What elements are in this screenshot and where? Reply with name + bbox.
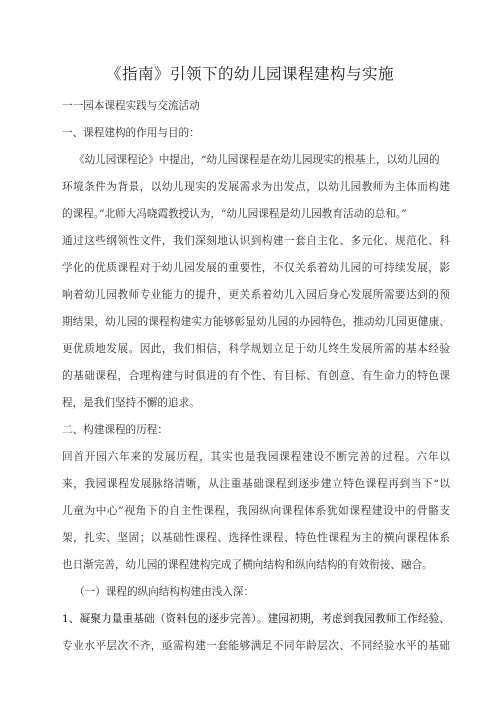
paragraph-line: 来，我园课程发展脉络清晰，从注重基础课程到逐步建立特色课程再到当下“以 [62, 478, 450, 490]
subtitle: 一一园本课程实践与交流活动 [62, 100, 200, 112]
paragraph-line: 专业水平层次不齐，亟需构建一套能够满足不同年龄层次、不同经验水平的基础 [62, 640, 450, 652]
paragraph-line: 架，扎实、坚固；以基础性课程、选择性课程、特色性课程为主的横向课程体系 [62, 532, 450, 544]
paragraph-line: 程，是我们坚持不懈的追求。 [62, 397, 200, 409]
paragraph-line: 更优质地发展。因此，我们相信，科学规划立足于幼儿终生发展所需的基本经验 [62, 343, 450, 355]
paragraph-line: 响着幼儿园教师专业能力的提升，更关系着幼儿入园后身心发展所需要达到的预 [62, 289, 450, 301]
section-heading: 二、构建课程的历程： [62, 424, 168, 436]
paragraph-line: 也日渐完善，幼儿园的课程建构完成了横向结构和纵向结构的有效衔接、融合。 [62, 559, 433, 571]
subsection-heading: （一）课程的纵向结构构建由浅入深： [74, 586, 255, 598]
section-heading: 一、课程建构的作用与目的： [62, 127, 200, 139]
paragraph-line: 环境条件为背景，以幼儿现实的发展需求为出发点，以幼儿园教师为主体而构建 [62, 181, 450, 193]
paragraph-line: 的基础课程，合理构建与时俱进的有个性、有目标、有创意、有生命力的特色课 [62, 370, 450, 382]
paragraph-line: 通过这些纲领性文件，我们深刻地认识到构建一套自主化、多元化、规范化、科 [62, 235, 450, 247]
paragraph-line: 学化的优质课程对于幼儿园发展的重要性，不仅关系着幼儿园的可持续发展，影 [62, 262, 450, 274]
paragraph-line: 1、凝聚力量重基础（资料包的逐步完善）。建园初期，考虑到我园教师工作经验、 [62, 613, 450, 625]
paragraph-line: 的课程。”北师大冯晓霞教授认为，“幼儿园课程是幼儿园教育活动的总和。” [62, 208, 407, 220]
document-title: 《指南》引领下的幼儿园课程建构与实施 [105, 65, 394, 83]
paragraph-line: 《幼儿园课程论》中提出，“幼儿园课程是在幼儿园现实的根基上，以幼儿园的 [74, 154, 440, 166]
paragraph-line: 期结果，幼儿园的课程构建实力能够彰显幼儿园的办园特色，推动幼儿园更健康、 [62, 316, 450, 328]
paragraph-line: 儿童为中心”视角下的自主性课程，我园纵向课程体系犹如课程建设中的骨骼支 [62, 505, 450, 517]
paragraph-line: 回首开园六年来的发展历程，其实也是我园课程建设不断完善的过程。六年以 [62, 451, 450, 463]
